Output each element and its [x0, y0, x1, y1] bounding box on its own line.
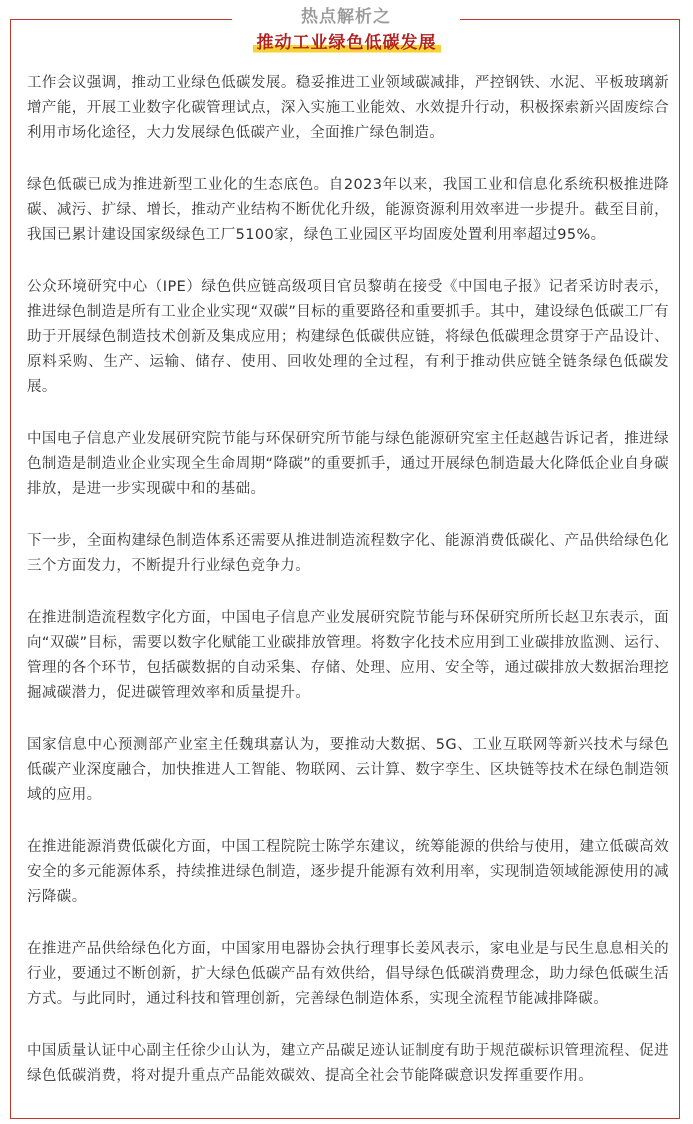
paragraph: 公众环境研究中心（IPE）绿色供应链高级项目官员黎萌在接受《中国电子报》记者采访时表示，推进绿色制造是所有工业企业实现“双碳”目标的重要路径和重要抓手。其中，建设绿色低碳工厂有助于开展绿色制造技术创新及集成应用；构建绿色低碳供应链，将绿色低碳理念贯穿于产品设计、原料采购、生产、运输、储存、使用、回收处理的全过程，有利于推动供应链全链条绿色低碳发展。	[27, 279, 669, 395]
paragraph: 中国质量认证中心副主任徐少山认为，建立产品碳足迹认证制度有助于规范碳标识管理流程、促进绿色低碳消费，将对提升重点产品能效碳效、提高全社会节能降碳意识发挥重要作用。	[27, 1043, 669, 1084]
article-body	[27, 71, 669, 1116]
paragraph: 在推进制造流程数字化方面，中国电子信息产业发展研究院节能与环保研究所所长赵卫东表示，面向“双碳”目标，需要以数字化赋能工业碳排放管理。将数字化技术应用到工业碳排放监测、运行、管理的各个环节，包括碳数据的自动采集、存储、处理、应用、安全等，通过碳排放大数据治理挖掘减碳潜力，促进碳管理效率和质量提升。	[27, 610, 669, 701]
section-kicker: 热点解析之	[301, 7, 391, 27]
paragraph: 国家信息中心预测部产业室主任魏琪嘉认为，要推动大数据、5G、工业互联网等新兴技术与绿色低碳产业深度融合，加快推进人工智能、物联网、云计算、数字孪生、区块链等技术在绿色制造领域的应用。	[27, 737, 669, 803]
paragraph: 下一步，全面构建绿色制造体系还需要从推进制造流程数字化、能源消费低碳化、产品供给绿色化三个方面发力，不断提升行业绿色竞争力。	[27, 533, 669, 574]
paragraph: 工作会议强调，推动工业绿色低碳发展。稳妥推进工业领域碳减排，严控钢铁、水泥、平板玻璃新增产能，开展工业数字化碳管理试点，深入实施工业能效、水效提升行动，积极探索新兴固废综合利用市场化途径，大力发展绿色低碳产业，全面推广绿色制造。	[27, 75, 669, 141]
paragraph: 绿色低碳已成为推进新型工业化的生态底色。自2023年以来，我国工业和信息化系统积极推进降碳、减污、扩绿、增长，推动产业结构不断优化升级，能源资源利用效率进一步提升。截至目前，我国已累计建设国家级绿色工厂5100家，绿色工业园区平均固废处置利用率超过95%。	[27, 177, 669, 243]
title-container	[0, 32, 693, 54]
paragraph: 中国电子信息产业发展研究院节能与环保研究所节能与绿色能源研究室主任赵越告诉记者，推进绿色制造是制造业企业实现全生命周期“降碳”的重要抓手，通过开展绿色制造最大化降低企业自身碳排放，是进一步实现碳中和的基础。	[27, 431, 669, 497]
paragraph: 在推进能源消费低碳化方面，中国工程院院士陈学东建议，统筹能源的供给与使用，建立低碳高效安全的多元能源体系，持续推进绿色制造，逐步提升能源有效利用率，实现制造领域能源使用的减污降碳。	[27, 839, 669, 905]
paragraph: 在推进产品供给绿色化方面，中国家用电器协会执行理事长姜风表示，家电业是与民生息息相关的行业，要通过不断创新，扩大绿色低碳产品有效供给，倡导绿色低碳消费理念，助力绿色低碳生活方式。与此同时，通过科技和管理创新，完善绿色制造体系，实现全流程节能减排降碳。	[27, 941, 669, 1007]
article-title: 推动工业绿色低碳发展	[253, 32, 441, 54]
